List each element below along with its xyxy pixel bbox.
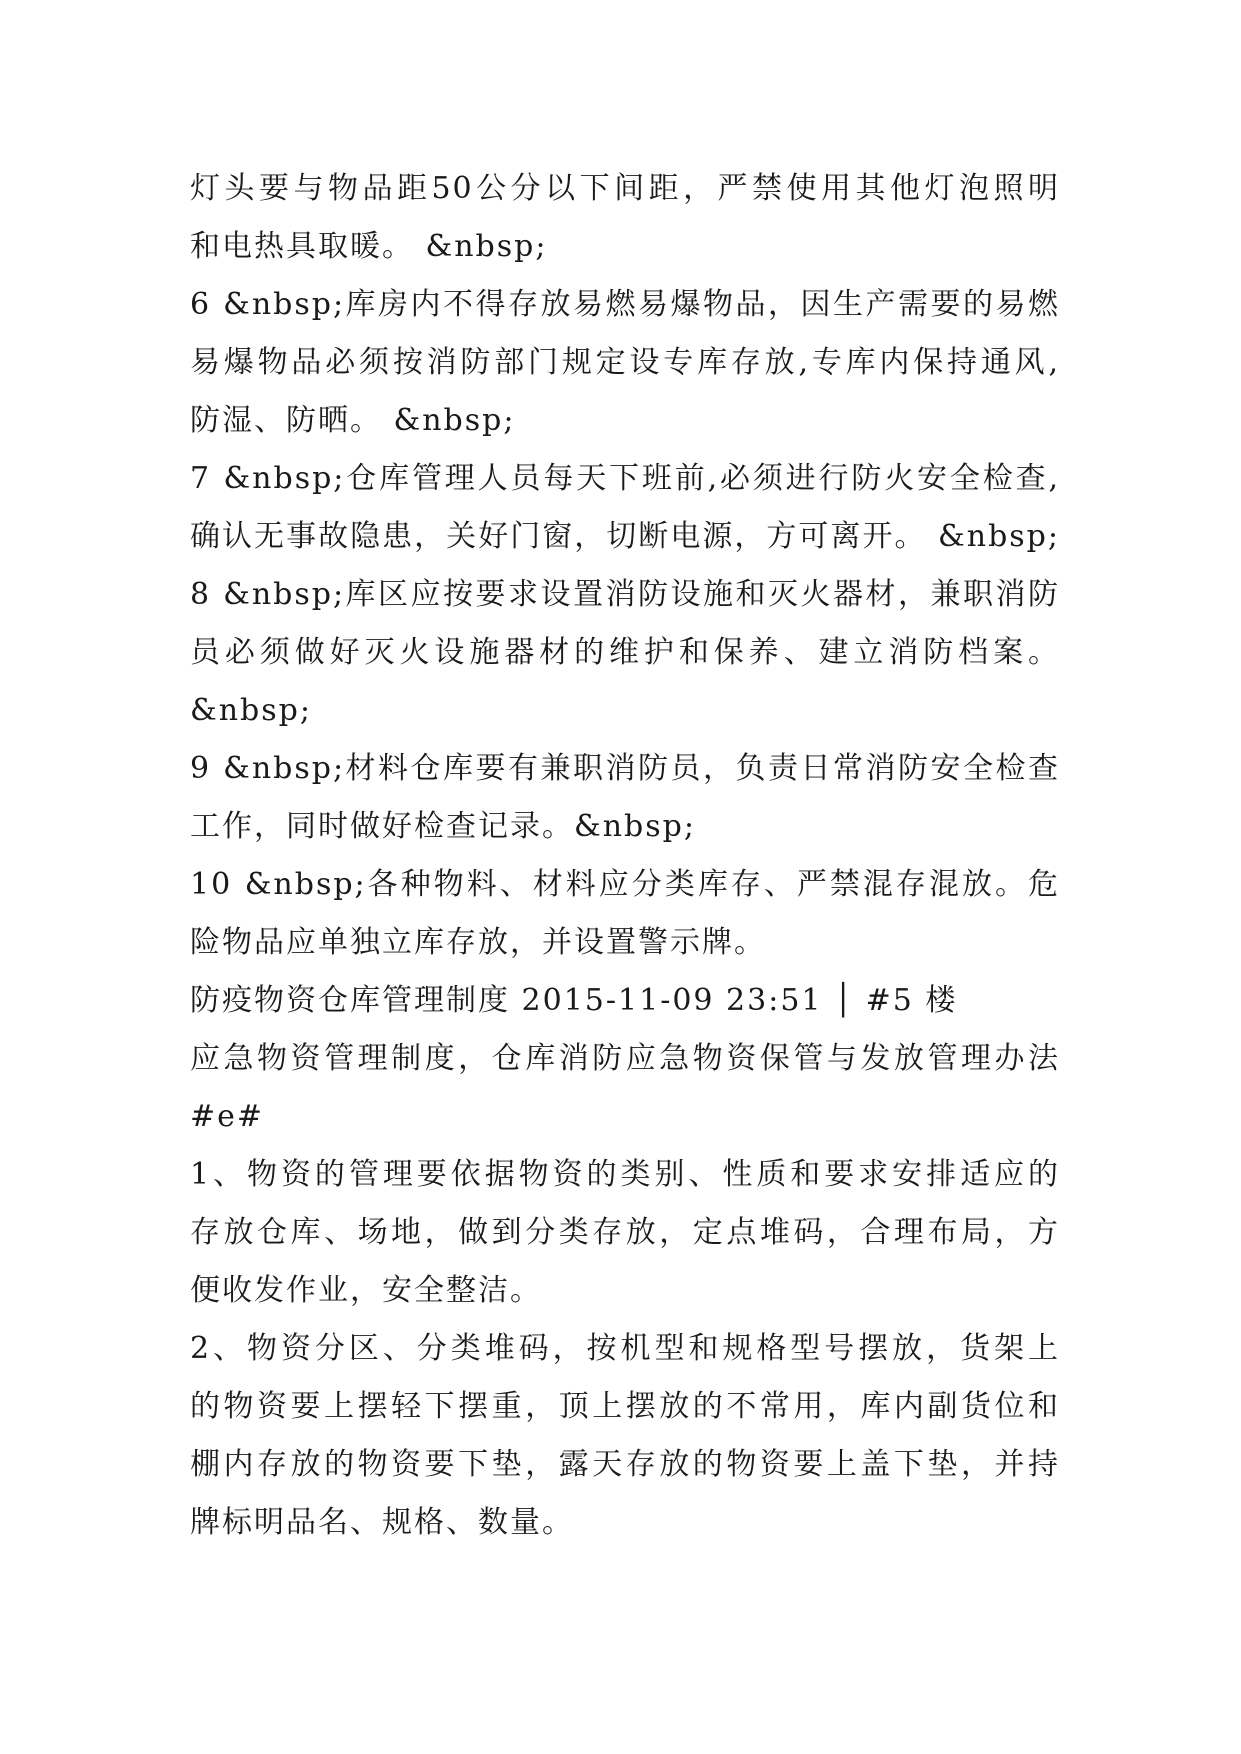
text-line: 1、物资的管理要依据物资的类别、性质和要求安排适应的 (190, 1157, 1060, 1192)
text-line: 7 &nbsp;仓库管理人员每天下班前,必须进行防火安全检查, (190, 461, 1060, 496)
text-line: 牌标明品名、规格、数量。 (190, 1505, 574, 1540)
text-line: 灯头要与物品距50公分以下间距，严禁使用其他灯泡照明 (190, 171, 1060, 206)
post-meta-line: 防疫物资仓库管理制度 2015-11-09 23:51 │ #5 楼 (190, 983, 958, 1018)
text-line: 棚内存放的物资要下垫，露天存放的物资要上盖下垫，并持 (190, 1447, 1060, 1482)
text-line: 8 &nbsp;库区应按要求设置消防设施和灭火器材，兼职消防 (190, 577, 1060, 612)
text-line: 2、物资分区、分类堆码，按机型和规格型号摆放，货架上 (190, 1331, 1060, 1366)
text-line: 的物资要上摆轻下摆重，顶上摆放的不常用，库内副货位和 (190, 1389, 1060, 1424)
text-line: 员必须做好灭火设施器材的维护和保养、建立消防档案。 (190, 635, 1060, 670)
text-line: 工作，同时做好检查记录。&nbsp; (190, 809, 696, 844)
text-line: 确认无事故隐患，关好门窗，切断电源，方可离开。 &nbsp; (190, 519, 1060, 554)
text-line: 易爆物品必须按消防部门规定设专库存放,专库内保持通风, (190, 345, 1060, 380)
document-body (190, 160, 1060, 1552)
text-line: 存放仓库、场地，做到分类存放，定点堆码，合理布局，方 (190, 1215, 1060, 1250)
text-line: &nbsp; (190, 693, 312, 728)
text-line: 防湿、防晒。 &nbsp; (190, 403, 516, 438)
text-line: 险物品应单独立库存放，并设置警示牌。 (190, 925, 766, 960)
text-line: #e# (190, 1099, 265, 1134)
text-line: 便收发作业，安全整洁。 (190, 1273, 542, 1308)
text-line: 6 &nbsp;库房内不得存放易燃易爆物品，因生产需要的易燃 (190, 287, 1060, 322)
text-line: 应急物资管理制度，仓库消防应急物资保管与发放管理办法 (190, 1041, 1060, 1076)
text-line: 和电热具取暖。 &nbsp; (190, 229, 548, 264)
text-line: 10 &nbsp;各种物料、材料应分类库存、严禁混存混放。危 (190, 867, 1060, 902)
text-line: 9 &nbsp;材料仓库要有兼职消防员，负责日常消防安全检查 (190, 751, 1060, 786)
